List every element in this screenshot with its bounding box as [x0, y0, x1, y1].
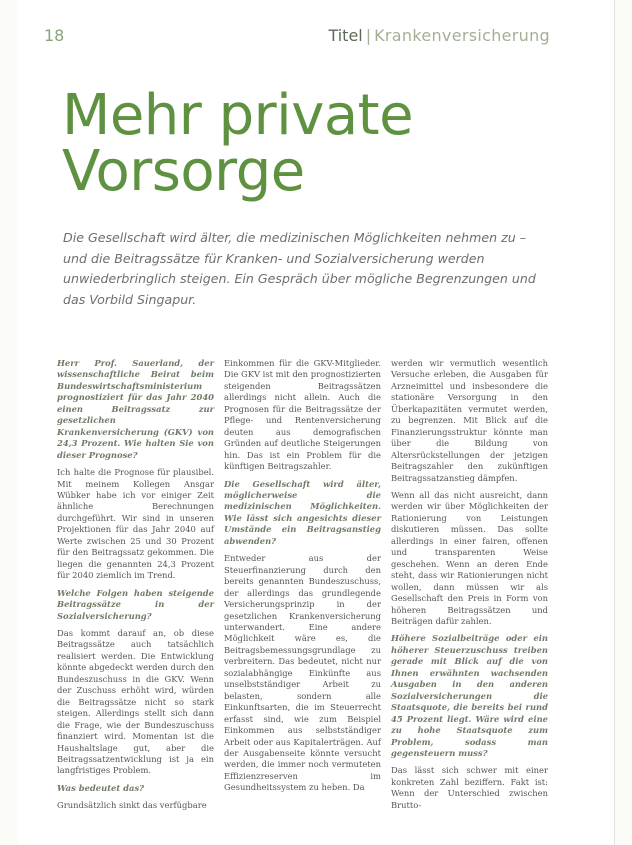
- answer: Grundsätzlich sinkt das verfügbare: [57, 800, 207, 811]
- answer: werden wir vermutlich wesentlich Versuche erleben, die Ausgaben für Arzneimittel und insbesondere die stationäre Versorgung in den Überkapazitäten vermutet werden, zu begrenzen. Mit Blick auf die Finanzierungsstruktur könnte man über die Bildung von Altersrückstellungen der jetzigen Beitragszahler den zukünftigen Beitragssatzanstieg dämpfen.: [391, 358, 548, 483]
- column-3: [391, 358, 548, 818]
- question: Höhere Sozialbeiträge oder ein höherer Steuerzuschuss treiben gerade mit Blick auf die von Ihnen erwähnten wachsenden Ausgaben in den anderen Sozialversicherungen die Staatsquote, die bereits bei rund 45 Prozent liegt. Wäre wird eine zu hohe Staatsquote zum Problem, sodass man gegensteuern muss?: [391, 633, 548, 758]
- question: Was bedeutet das?: [57, 782, 145, 793]
- headline-line-2: Vorsorge: [62, 139, 305, 204]
- subsection-label: Krankenversicherung: [374, 26, 550, 45]
- header-separator: |: [365, 26, 372, 45]
- article-body: [57, 358, 548, 811]
- column-2: [224, 358, 381, 818]
- headline-line-1: Mehr private: [62, 83, 414, 148]
- article-headline: [62, 83, 414, 204]
- page-number: 18: [44, 26, 65, 45]
- answer: Das lässt sich schwer mit einer konkreten Zahl beziffern. Fakt ist: Wenn der Unterschied zwischen Brutto-: [391, 765, 548, 810]
- answer: Wenn all das nicht ausreicht, dann werden wir über Möglichkeiten der Rationierung von Leistungen diskutieren müssen. Das sollte allerdings in einer fairen, offenen und transparenten Weise geschehen. Wenn an deren Ende steht, dass wir Rationierungen nicht wollen, dann müssen wir als Gesellschaft den Preis in Form von höheren Beitragssätzen und Beiträgen dafür zahlen.: [391, 489, 548, 626]
- running-header: [328, 26, 550, 45]
- question: Welche Folgen haben steigende Beitragssätze in der Sozialversicherung?: [57, 587, 214, 621]
- answer: Einkommen für die GKV-Mitglieder. Die GKV ist mit den prognostizierten steigenden Beitragssätzen allerdings nicht allein. Auch die Prognosen für die Beitragssätze der Pflege- und Rentenversicherung deuten aus demografischen Gründen auf deutliche Steigerungen hin. Das ist ein Problem für die künftigen Beitragszahler.: [224, 358, 382, 472]
- section-label: Titel: [328, 26, 363, 45]
- answer: Ich halte die Prognose für plausibel. Mit meinem Kollegen Ansgar Wübker habe ich vor einiger Zeit ähnliche Berechnungen durchgeführt. Wir sind in unseren Projektionen für das Jahr 2040 auf Werte zwischen 25 und 30 Prozent für den Beitragssatz gekommen. Die liegen die genannten 24,3 Prozent für 2040 ziemlich im Trend.: [57, 467, 214, 581]
- answer: Entweder aus der Steuerfinanzierung durch den bereits genannten Bundeszuschuss, der allerdings das grundlegende Versicherungsprinzip in der gesetzlichen Krankenversicherung unterwandert. Eine andere Möglichkeit wäre es, die Beitragsbemessungsgrundlage zu verbreitern. Das bedeutet, nicht nur sozialabhängige Einkünfte aus unselbstständiger Arbeit zu belasten, sondern alle Einkunftsarten, die im Steuerrecht erfasst sind, wie zum Beispiel Einkommen aus selbstständiger Arbeit oder aus Kapitalerträgen. Auf der Ausgabenseite könnte versucht werden, die immer noch vermuteten Effizienzreserven im Gesundheitssystem zu heben. Da: [224, 553, 381, 793]
- question: Herr Prof. Sauerland, der wissenschaftliche Beirat beim Bundeswirtschaftsministerium prognostiziert für das Jahr 2040 einen Beitragssatz zur gesetzlichen Krankenversicherung (GKV) von 24,3 Prozent. Wie halten Sie von dieser Prognose?: [57, 358, 214, 460]
- column-1: [57, 358, 214, 818]
- answer: Das kommt darauf an, ob diese Beitragssätze auch tatsächlich realisiert werden. Die Entwicklung könnte abgedeckt werden durch den Bundeszuschuss in die GKV. Wenn der Zuschuss erhöht wird, würden die Beitragssätze nicht so stark steigen. Allerdings stellt sich dann die Frage, wie der Bundeszuschuss finanziert wird. Momentan ist die Haushaltslage gut, aber die Beitragssatzentwicklung ist ja ein langfristiges Problem.: [57, 627, 214, 776]
- question: Die Gesellschaft wird älter, möglicherweise die medizinischen Möglichkeiten. Wie lässt sich angesichts dieser Umstände ein Beitragsanstieg abwenden?: [224, 478, 381, 546]
- article-lead: Die Gesellschaft wird älter, die medizinischen Möglichkeiten nehmen zu – und die Beitragssätze für Kranken- und Sozialversicherung werden unwiederbringlich steigen. Ein Gespräch über mögliche Begrenzungen und das Vorbild Singapur.: [63, 230, 536, 307]
